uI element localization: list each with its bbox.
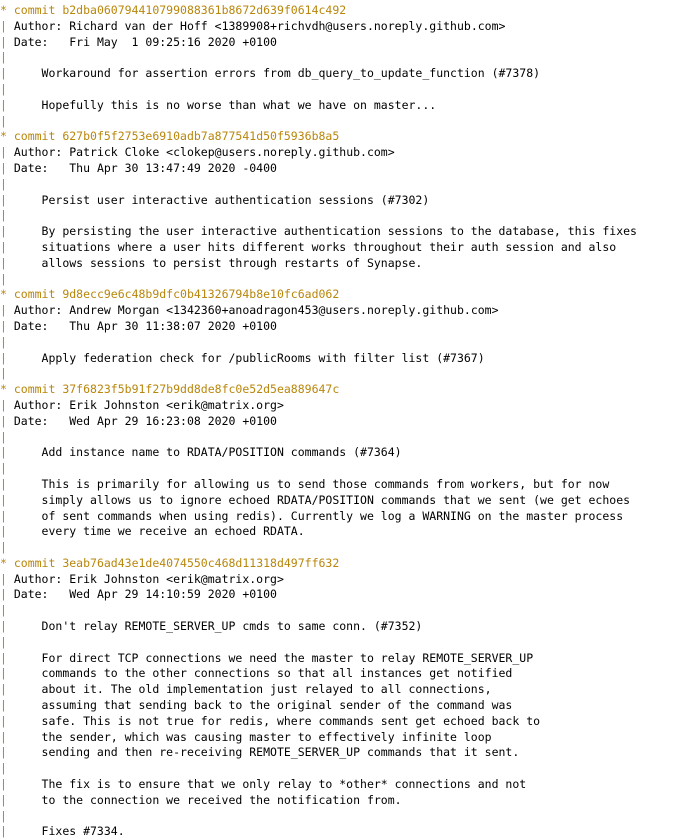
graph-pipe-icon: | — [0, 50, 7, 65]
graph-spacer-row — [0, 430, 692, 446]
commit-hash: 37f6823f5b91f27b9dd8de8fc0e52d5ea889647c — [62, 382, 340, 397]
graph-marker-icon: * — [0, 555, 14, 570]
commit-message-line: simply allows us to ignore echoed RDATA/POSITION commands that we sent (we get echoes — [41, 492, 631, 507]
graph-pipe-icon: | — [0, 176, 7, 191]
graph-spacer-row — [0, 272, 692, 288]
graph-pipe-icon: | — [0, 97, 42, 112]
graph-spacer-row — [0, 177, 692, 193]
commit-author-row — [0, 145, 692, 161]
graph-pipe-icon: | — [0, 603, 7, 618]
graph-pipe-icon: | — [0, 81, 42, 96]
graph-pipe-icon: | — [0, 145, 14, 160]
commit-message-row — [0, 240, 692, 256]
graph-pipe-icon: | — [0, 113, 7, 128]
commit-date-row — [0, 587, 692, 603]
commit-message-line: safe. This is not true for redis, where commands sent get echoed back to — [41, 713, 541, 728]
commit-date: Date: Thu Apr 30 11:38:07 2020 +0100 — [13, 318, 277, 333]
graph-pipe-icon: | — [0, 745, 42, 760]
commit-author: Author: Erik Johnston <erik@matrix.org> — [13, 397, 284, 412]
graph-pipe-icon: | — [0, 318, 14, 333]
commit-message-row — [0, 193, 692, 209]
graph-pipe-icon: | — [0, 666, 42, 681]
commit-message-row — [0, 82, 692, 98]
commit-message-row — [0, 745, 692, 761]
commit-header-row — [0, 287, 692, 303]
commit-message-line: This is primarily for allowing us to send those commands from workers, but for now — [41, 476, 610, 491]
commit-date-row — [0, 414, 692, 430]
commit-message-row — [0, 256, 692, 272]
commit-message-row — [0, 509, 692, 525]
graph-pipe-icon: | — [0, 271, 7, 286]
graph-pipe-icon: | — [0, 824, 42, 839]
commit-message-line: Add instance name to RDATA/POSITION commands (#7364) — [41, 445, 402, 460]
commit-message-row — [0, 777, 692, 793]
commit-date-row — [0, 319, 692, 335]
graph-pipe-icon: | — [0, 208, 42, 223]
commit-message-line: of sent commands when using redis). Currently we log a WARNING on the master process — [41, 508, 624, 523]
commit-message-line: situations where a user hits different works throughout their auth session and also — [41, 239, 617, 254]
commit-date-row — [0, 161, 692, 177]
graph-pipe-icon: | — [0, 192, 42, 207]
commit-message-row — [0, 98, 692, 114]
commit-message-row — [0, 224, 692, 240]
commit-message-row — [0, 761, 692, 777]
commit-message-line: to the connection we received the notification from. — [41, 792, 402, 807]
commit-header-row — [0, 382, 692, 398]
graph-marker-icon: * — [0, 287, 14, 302]
commit-author: Author: Andrew Morgan <1342360+anoadragon453@users.noreply.github.com> — [13, 303, 499, 318]
commit-message-line: The fix is to ensure that we only relay to *other* connections and not — [41, 777, 527, 792]
graph-pipe-icon: | — [0, 461, 42, 476]
commit-header-row — [0, 556, 692, 572]
commit-author: Author: Richard van der Hoff <1389908+richvdh@users.noreply.github.com> — [13, 18, 506, 33]
graph-spacer-row — [0, 603, 692, 619]
commit-date: Date: Wed Apr 29 14:10:59 2020 +0100 — [13, 587, 277, 602]
commit-message-row — [0, 714, 692, 730]
commit-message-line: By persisting the user interactive authentication sessions to the database, this fixes — [41, 224, 637, 239]
commit-message-row — [0, 445, 692, 461]
commit-message-row — [0, 635, 692, 651]
graph-pipe-icon: | — [0, 682, 42, 697]
commit-message-line: assuming that sending back to the original sender of the command was — [41, 698, 513, 713]
graph-pipe-icon: | — [0, 224, 42, 239]
graph-spacer-row — [0, 366, 692, 382]
commit-message-line: commands to the other connections so that all instances get notified — [41, 666, 513, 681]
graph-pipe-icon: | — [0, 66, 42, 81]
commit-author: Author: Erik Johnston <erik@matrix.org> — [13, 571, 284, 586]
commit-hash: 627b0f5f2753e6910adb7a877541d50f5936b8a5 — [62, 129, 340, 144]
commit-hash: b2dba060794410799088361b8672d639f0614c492 — [62, 3, 347, 17]
graph-pipe-icon: | — [0, 571, 14, 586]
commit-message-line: For direct TCP connections we need the master to relay REMOTE_SERVER_UP — [41, 650, 534, 665]
graph-pipe-icon: | — [0, 650, 42, 665]
commit-message-row — [0, 730, 692, 746]
graph-spacer-row — [0, 335, 692, 351]
commit-date: Date: Thu Apr 30 13:47:49 2020 -0400 — [13, 160, 277, 175]
commit-author-row — [0, 572, 692, 588]
commit-author-row — [0, 303, 692, 319]
commit-hash: 3eab76ad43e1de4074550c468d11318d497ff632 — [62, 555, 340, 570]
commit-message-line: every time we receive an echoed RDATA. — [41, 524, 305, 539]
commit-message-row — [0, 351, 692, 367]
commit-message-row — [0, 651, 692, 667]
graph-pipe-icon: | — [0, 792, 42, 807]
graph-pipe-icon: | — [0, 540, 7, 555]
commit-date: Date: Fri May 1 09:25:16 2020 +0100 — [13, 34, 277, 49]
commit-message-row — [0, 208, 692, 224]
commit-header-row — [0, 129, 692, 145]
commit-message-row — [0, 824, 692, 840]
commit-author: Author: Patrick Cloke <clokep@users.noreply.github.com> — [13, 145, 395, 160]
commit-message-row — [0, 809, 692, 825]
commit-message-line: allows sessions to persist through restarts of Synapse. — [41, 255, 423, 270]
commit-date-row — [0, 35, 692, 51]
graph-pipe-icon: | — [0, 634, 42, 649]
graph-pipe-icon: | — [0, 350, 42, 365]
graph-pipe-icon: | — [0, 698, 42, 713]
commit-message-line: sending and then re-receiving REMOTE_SERVER_UP commands that it sent. — [41, 745, 520, 760]
graph-pipe-icon: | — [0, 445, 42, 460]
commit-keyword: commit — [13, 287, 63, 302]
graph-pipe-icon: | — [0, 729, 42, 744]
commit-message-row — [0, 619, 692, 635]
commit-message-row — [0, 477, 692, 493]
commit-keyword: commit — [13, 3, 63, 17]
graph-pipe-icon: | — [0, 160, 14, 175]
commit-message-line: Persist user interactive authentication sessions (#7302) — [41, 192, 430, 207]
graph-pipe-icon: | — [0, 808, 42, 823]
commit-message-line: Don't relay REMOTE_SERVER_UP cmds to same conn. (#7352) — [41, 619, 423, 634]
graph-pipe-icon: | — [0, 429, 7, 444]
graph-spacer-row — [0, 50, 692, 66]
commit-message-row — [0, 793, 692, 809]
commit-message-row — [0, 524, 692, 540]
commit-message-row — [0, 682, 692, 698]
graph-marker-icon: * — [0, 3, 14, 17]
commit-message-line: Workaround for assertion errors from db_query_to_update_function (#7378) — [41, 66, 541, 81]
commit-message-line: Hopefully this is no worse than what we have on master... — [41, 97, 437, 112]
graph-pipe-icon: | — [0, 524, 42, 539]
graph-pipe-icon: | — [0, 18, 14, 33]
graph-spacer-row — [0, 114, 692, 130]
commit-message-row — [0, 66, 692, 82]
graph-pipe-icon: | — [0, 413, 14, 428]
graph-pipe-icon: | — [0, 777, 42, 792]
graph-marker-icon: * — [0, 129, 14, 144]
commit-keyword: commit — [13, 555, 63, 570]
commit-keyword: commit — [13, 129, 63, 144]
graph-marker-icon: * — [0, 382, 14, 397]
graph-pipe-icon: | — [0, 366, 7, 381]
commit-author-row — [0, 398, 692, 414]
graph-pipe-icon: | — [0, 619, 42, 634]
commit-message-row — [0, 461, 692, 477]
commit-message-line: about it. The old implementation just relayed to all connections, — [41, 682, 492, 697]
graph-pipe-icon: | — [0, 239, 42, 254]
graph-pipe-icon: | — [0, 34, 14, 49]
commit-message-line: Fixes #7334. — [41, 824, 125, 839]
commit-author-row — [0, 19, 692, 35]
graph-pipe-icon: | — [0, 397, 14, 412]
graph-spacer-row — [0, 540, 692, 556]
commit-hash: 9d8ecc9e6c48b9dfc0b41326794b8e10fc6ad062 — [62, 287, 340, 302]
graph-pipe-icon: | — [0, 255, 42, 270]
graph-pipe-icon: | — [0, 713, 42, 728]
commit-message-line: the sender, which was causing master to effectively infinite loop — [41, 729, 492, 744]
graph-pipe-icon: | — [0, 587, 14, 602]
graph-pipe-icon: | — [0, 476, 42, 491]
commit-message-row — [0, 493, 692, 509]
commit-message-line: Apply federation check for /publicRooms with filter list (#7367) — [41, 350, 485, 365]
graph-pipe-icon: | — [0, 761, 42, 776]
commit-header-row — [0, 3, 692, 19]
commit-message-row — [0, 698, 692, 714]
graph-pipe-icon: | — [0, 492, 42, 507]
graph-pipe-icon: | — [0, 508, 42, 523]
commit-date: Date: Wed Apr 29 16:23:08 2020 +0100 — [13, 413, 277, 428]
commit-keyword: commit — [13, 382, 63, 397]
graph-pipe-icon: | — [0, 303, 14, 318]
commit-message-row — [0, 666, 692, 682]
graph-pipe-icon: | — [0, 334, 7, 349]
